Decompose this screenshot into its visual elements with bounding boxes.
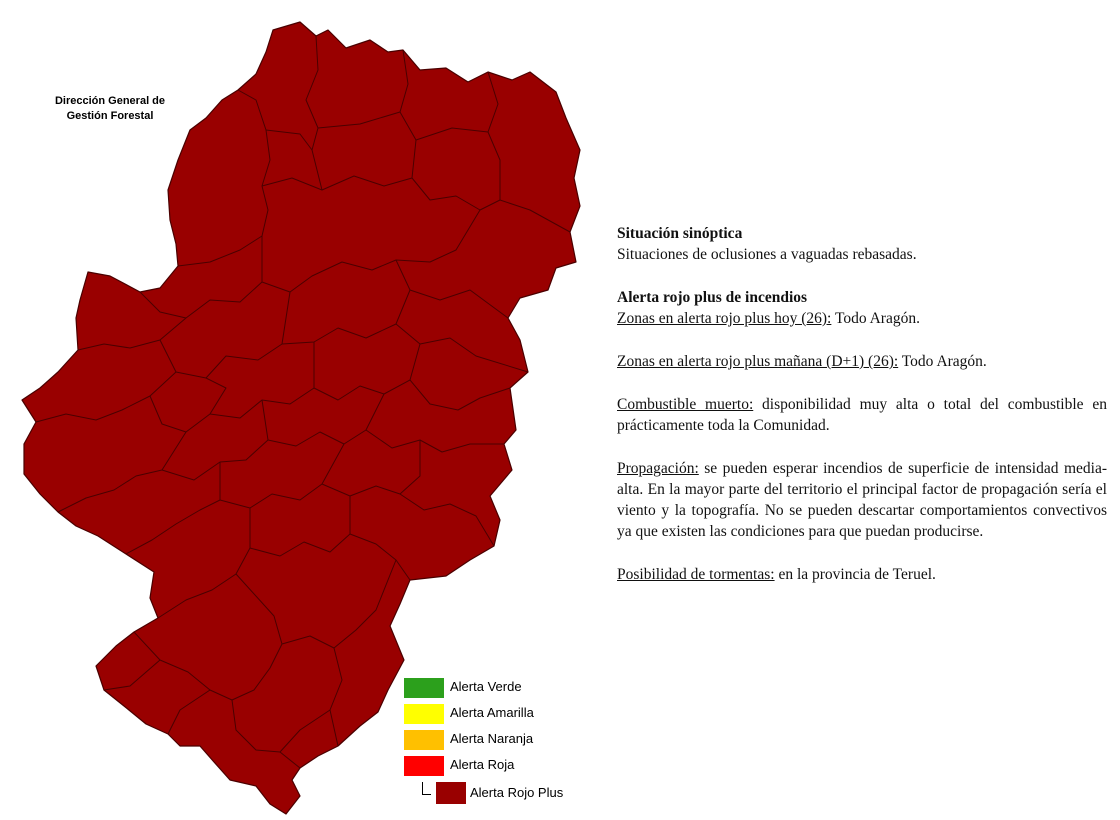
tomorrow-zones [617, 351, 1107, 372]
fuel-label: Combustible muerto: [617, 396, 754, 413]
propagation-label: Propagación: [617, 460, 699, 477]
legend-swatch-amarilla [404, 704, 444, 724]
fuel-paragraph [617, 394, 1107, 436]
propagation-text: se pueden esperar incendios de superficie de intensidad media-alta. En la mayor parte del territorio el principal factor de propagación sería el viento y la topografía. No se pueden descartar comportamientos convectivos ya que existen las condiciones para que puedan producirse. [617, 460, 1107, 540]
tomorrow-zones-label: Zonas en alerta rojo plus mañana (D+1) (26): [617, 353, 899, 370]
synoptic-text: Situaciones de oclusiones a vaguadas rebasadas. [617, 246, 917, 263]
storms-label: Posibilidad de tormentas: [617, 566, 775, 583]
propagation-paragraph [617, 458, 1107, 542]
today-zones [617, 308, 1107, 329]
agency-header-line2: Gestión Forestal [66, 110, 154, 122]
fuel-text: disponibilidad muy alta o total del combustible en prácticamente toda la Comunidad. [617, 396, 1107, 434]
today-zones-value: Todo Aragón. [831, 310, 920, 327]
agency-header-line1: Dirección General de [54, 95, 166, 107]
today-zones-label: Zonas en alerta rojo plus hoy (26): [617, 310, 832, 327]
legend-label-naranja: Alerta Naranja [450, 731, 534, 746]
legend-label-rojo-plus: Alerta Rojo Plus [470, 785, 564, 800]
legend-label-amarilla: Alerta Amarilla [450, 705, 534, 720]
legend-label-verde: Alerta Verde [450, 679, 522, 694]
legend-label-roja: Alerta Roja [450, 757, 515, 772]
alert-title: Alerta rojo plus de incendios [617, 289, 808, 306]
synoptic-title: Situación sinóptica [617, 225, 743, 242]
legend-swatch-roja [404, 756, 444, 776]
legend-swatch-naranja [404, 730, 444, 750]
tomorrow-zones-value: Todo Aragón. [898, 353, 987, 370]
legend-swatch-rojo-plus [436, 782, 466, 804]
storms-text: en la provincia de Teruel. [774, 566, 936, 583]
legend-swatch-verde [404, 678, 444, 698]
agency-header [30, 94, 190, 124]
legend-connector-line [422, 782, 431, 795]
aragon-region-outline [22, 22, 580, 814]
storms-paragraph [617, 564, 1107, 585]
alert-report [617, 223, 1107, 585]
